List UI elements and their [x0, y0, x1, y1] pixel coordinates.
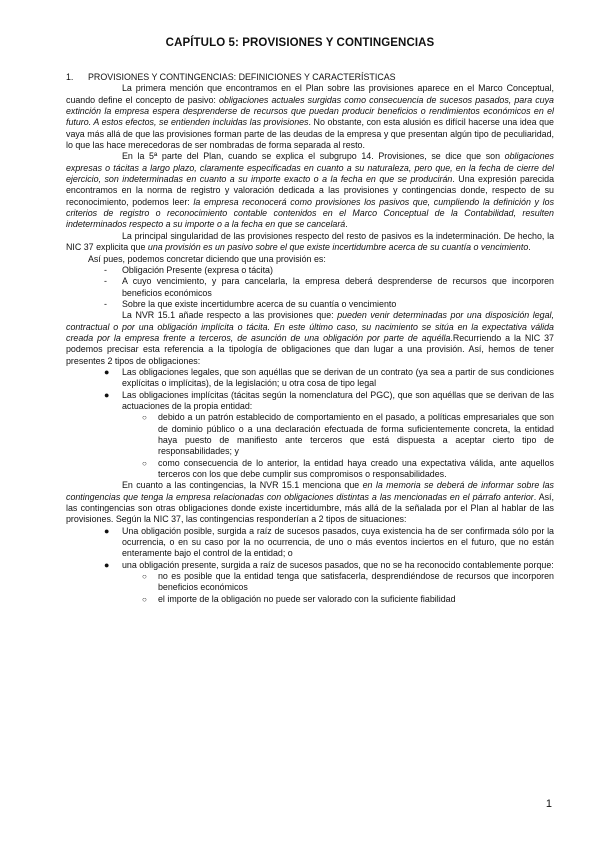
list-item	[66, 560, 554, 605]
sublist-item	[122, 594, 554, 605]
text-run: La NVR 15.1 añade respecto a las provisiones que:	[122, 310, 338, 321]
bullet-marker: ●	[104, 559, 110, 570]
paragraph-singularidad	[66, 231, 554, 254]
list-item	[66, 526, 554, 560]
list-item-text: una obligación presente, surgida a raíz de sucesos pasados, que no se ha reconocido contablemente porque:	[122, 559, 554, 570]
circle-marker: ○	[142, 572, 147, 582]
list-item-text: Sobre la que existe incertidumbre acerca de su cuantía o vencimiento	[122, 298, 397, 309]
list-item	[66, 390, 554, 481]
chapter-title: CAPÍTULO 5: PROVISIONES Y CONTINGENCIAS	[165, 37, 435, 49]
bullet-marker: ●	[104, 525, 110, 536]
list-item	[66, 265, 554, 276]
list-item-text: Las obligaciones implícitas (tácitas según la nomenclatura del PGC), que son aquéllas que se derivan de las actuaciones de la propia entidad:	[122, 389, 554, 411]
list-item	[66, 367, 554, 390]
italic-quote: obligaciones expresas o tácitas a largo plazo, claramente especificadas en cuanto a su naturaleza, pero que, en la fecha de cierre del ejercicio, son indeterminadas en cuanto a su importe exacto o a la fecha en que se producirán	[66, 151, 554, 185]
dash-marker: -	[104, 298, 107, 309]
list-item	[66, 299, 554, 310]
paragraph-subgrupo-14	[66, 151, 554, 230]
present-obligation-sublist	[122, 571, 554, 605]
list-item	[66, 276, 554, 299]
document-body	[66, 72, 554, 605]
section-heading	[66, 72, 554, 83]
list-item-text: no es posible que la entidad tenga que satisfacerla, desprendiéndose de recursos que incorporen beneficios económicos	[158, 571, 554, 593]
bullet-marker: ●	[104, 389, 110, 400]
paragraph-nvr-15-1	[66, 310, 554, 367]
italic-quote: en la memoria se deberá de informar sobre las contingencias que tenga la empresa relacionadas con obligaciones distintas a las mencionadas en el párrafo anterior	[66, 480, 554, 502]
text-run: .Recurriendo a la NIC 37 podemos precisar esta referencia a la tipología de obligaciones que dan lugar a una provisión. Así, hemos de tener presentes 2 tipos de obligaciones:	[66, 332, 554, 366]
text-run: En cuanto a las contingencias, la NVR 15.1 menciona que	[122, 480, 363, 491]
paragraph-provision-es: Así pues, podemos concretar diciendo que una provisión es:	[88, 253, 326, 264]
circle-marker: ○	[142, 413, 147, 423]
implicit-obligation-sublist	[122, 412, 554, 480]
sublist-item	[122, 458, 554, 481]
text-run: . Una expresión parecida encontramos en la norma de registro y valoración dedicada a las provisiones y contingencias donde, respecto de su reconocimiento, podemos leer:	[66, 174, 554, 207]
list-item-text: como consecuencia de lo anterior, la entidad haya creado una expectativa válida, ante aquellos terceros con los que debe cumplir sus compromisos o responsabilidades.	[158, 457, 554, 480]
italic-quote: una provisión es un pasivo sobre el que existe incertidumbre acerca de su cuantía o vencimiento	[147, 242, 529, 253]
list-item-text: Las obligaciones legales, que son aquéllas que se derivan de un contrato (ya sea a partir de sus condiciones explícitas o implícitas), de la legislación; u otra cosa de tipo legal	[122, 366, 554, 389]
text-run: La primera mención que encontramos en el Plan sobre las provisiones aparece en el Marco Conceptual, cuando define el concepto de pasivo:	[66, 83, 554, 105]
paragraph-pasivo-definition	[66, 83, 554, 151]
section-number: 1.	[66, 72, 74, 82]
text-run: La principal singularidad de las provisiones respecto del resto de pasivos es la indeterminación. De hecho, la NIC 37 explicita que	[66, 230, 554, 253]
text-run: .	[528, 242, 531, 253]
italic-quote: pueden venir determinadas por una disposición legal, contractual o por una obligación implícita o tácita. En este último caso, su nacimiento se sitúa en la expectativa válida creada por la empresa frente a terceros, de asunción de una obligación por parte de aquélla	[66, 310, 554, 343]
dash-marker: -	[104, 276, 107, 287]
list-item-text: debido a un patrón establecido de comportamiento en el pasado, a políticas empresariales que son de dominio público o a una declaración efectuada de forma suficientemente concreta, la entidad haya puesto de manifiesto ante terceros que está dispuesta a aceptar cierto tipo de responsabilidades; y	[158, 412, 554, 457]
circle-marker: ○	[142, 458, 147, 468]
list-item-text: el importe de la obligación no puede ser valorado con la suficiente fiabilidad	[158, 593, 456, 604]
circle-marker: ○	[142, 594, 147, 604]
text-run: . No obstante, con esta alusión es difícil hacerse una idea que vaya más allá de que las provisiones forman parte de las deudas de la empresa y que presentan algún tipo de peculiaridad, lo que las hace merecedoras de ser nombradas de forma separada al resto.	[66, 117, 554, 151]
text-run: En la 5ª parte del Plan, cuando se explica el subgrupo 14. Provisiones, se dice que son	[122, 151, 505, 162]
list-item-text: Obligación Presente (expresa o tácita)	[122, 264, 273, 275]
obligation-types-list	[66, 367, 554, 480]
italic-quote: obligaciones actuales surgidas como consecuencia de sucesos pasados, para cuya extinción la empresa espera desprenderse de recursos que puedan producir beneficios o rendimientos económicos en el futuro. A estos efectos, se entienden incluidas las provisiones	[66, 94, 554, 128]
list-item-text: Una obligación posible, surgida a raíz de sucesos pasados, cuya existencia ha de ser confirmada sólo por la ocurrencia, o en su caso por la no ocurrencia, de uno o más eventos inciertos en el futuro, que no están enteramente bajo el control de la entidad; o	[122, 525, 554, 559]
italic-quote: la empresa reconocerá como provisiones los pasivos que, cumpliendo la definición y los criterios de registro o reconocimiento contable contenidos en el Marco Conceptual de la Contabilidad, resulten indeterminados respecto a su importe o a la fecha en que se cancelará	[66, 196, 555, 230]
provision-characteristics-list	[66, 265, 554, 310]
section-title: PROVISIONES Y CONTINGENCIAS: DEFINICIONES Y CARACTERÍSTICAS	[88, 72, 396, 82]
dash-marker: -	[104, 264, 107, 275]
list-item-text: A cuyo vencimiento, y para cancelarla, la empresa deberá desprenderse de recursos que incorporen beneficios económicos	[122, 276, 554, 298]
bullet-marker: ●	[104, 366, 110, 377]
page-number: 1	[545, 798, 552, 810]
contingency-situations-list	[66, 526, 554, 605]
sublist-item	[122, 412, 554, 457]
text-run: . Así, las contingencias son otras obligaciones donde existe incertidumbre, más allá de la señalada por el Plan al hablar de las provisiones. Según la NIC 37, las contingencias responderían a 2 tipos de situaciones:	[66, 491, 554, 525]
text-run: .	[345, 219, 348, 230]
sublist-item	[122, 571, 554, 594]
paragraph-contingencias	[66, 480, 554, 525]
